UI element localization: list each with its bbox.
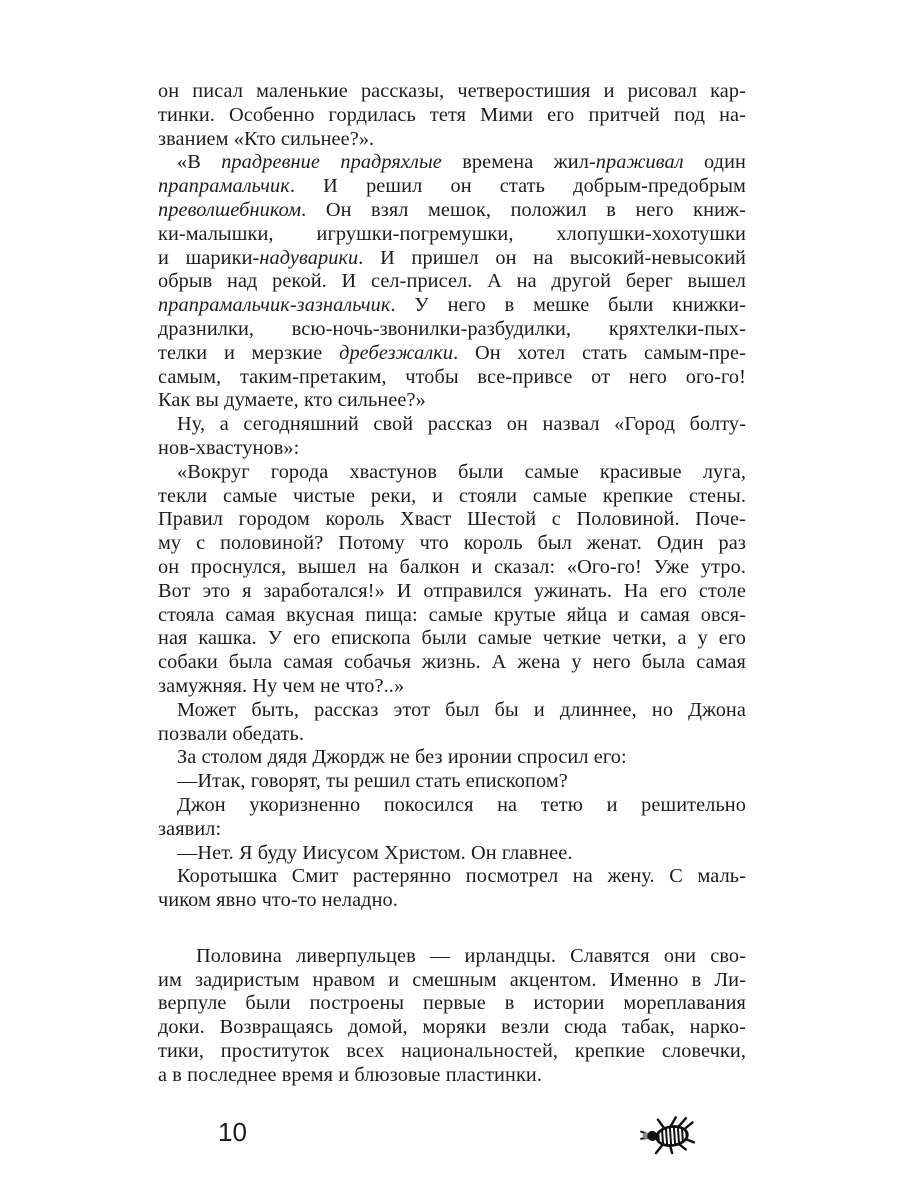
italic-text-segment: надуварики <box>259 246 359 269</box>
text-line <box>158 746 746 770</box>
paragraph <box>158 945 746 1088</box>
text-line <box>158 1040 746 1064</box>
text-segment: тинки. Особенно гордилась тетя Мими его притчей под на- <box>158 103 746 126</box>
text-segment: и шарики- <box>158 246 260 269</box>
text-line <box>158 151 746 175</box>
paragraph <box>158 794 746 842</box>
text-segment: . И решил он стать добрым-предобрым <box>289 175 746 198</box>
text-line <box>158 199 746 223</box>
text-line <box>158 794 746 818</box>
text-line <box>158 723 746 747</box>
text-line <box>158 294 746 318</box>
text-line <box>158 818 746 842</box>
text-segment: За столом дядя Джордж не без иронии спросил его: <box>177 746 627 769</box>
text-line <box>158 627 746 651</box>
text-segment: «В <box>177 151 222 174</box>
text-line <box>158 413 746 437</box>
text-segment: —Итак, говорят, ты решил стать епископом? <box>177 770 568 793</box>
text-line <box>158 842 746 866</box>
text-line <box>158 556 746 580</box>
text-segment: званием «Кто сильнее?». <box>158 127 375 150</box>
text-line <box>158 889 746 913</box>
text-segment: Ну, а сегодняшний свой рассказ он назвал «Город болту- <box>177 413 746 436</box>
text-line <box>158 104 746 128</box>
text-segment: обрыв над рекой. И сел-присел. А на другой берег вышел <box>158 270 746 293</box>
text-segment: чиком явно что-то неладно. <box>158 889 398 912</box>
text-line <box>158 80 746 104</box>
text-line <box>158 247 746 271</box>
italic-text-segment: праживал <box>595 151 684 174</box>
text-line <box>158 675 746 699</box>
text-segment: текли самые чистые реки, и стояли самые крепкие стены. <box>158 484 746 507</box>
paragraph <box>158 699 746 747</box>
paragraph <box>158 865 746 913</box>
text-segment: самым, таким-претаким, чтобы все-привсе от него ого-го! <box>158 365 746 388</box>
text-segment: . И пришел он на высокий-невысокий <box>358 246 746 269</box>
text-segment: Джон укоризненно покосился на тетю и решительно <box>177 793 746 816</box>
paragraph <box>158 746 746 770</box>
text-segment: тики, проституток всех национальностей, крепкие словечки, <box>158 1040 746 1063</box>
text-segment: один <box>683 151 746 174</box>
text-line <box>158 366 746 390</box>
text-segment: «Вокруг города хвастунов были самые красивые луга, <box>177 460 746 483</box>
text-segment: Половина ливерпульцев — ирландцы. Славятся они сво- <box>196 944 746 967</box>
text-segment: Правил городом король Хваст Шестой с Половиной. Поче- <box>158 508 746 531</box>
text-segment: . Он хотел стать самым-пре- <box>453 341 746 364</box>
text-line <box>158 485 746 509</box>
text-segment: Может быть, рассказ этот был бы и длиннее, но Джона <box>177 698 746 721</box>
text-segment: —Нет. Я буду Иисусом Христом. Он главнее. <box>177 841 573 864</box>
text-segment: дразнилки, всю-ночь-звонилки-разбудилки, кряхтелки-пых- <box>158 317 746 340</box>
text-line <box>158 128 746 152</box>
paragraph <box>158 461 746 699</box>
text-line <box>158 865 746 889</box>
text-segment: он проснулся, вышел на балкон и сказал: «Ого-го! Уже утро. <box>158 555 746 578</box>
text-segment: им задиристым нравом и смешным акцентом. Именно в Ли- <box>158 968 746 991</box>
italic-text-segment: преволшебником <box>158 198 302 221</box>
text-segment: он писал маленькие рассказы, четверостишия и рисовал кар- <box>158 80 746 102</box>
text-line <box>158 945 746 969</box>
beetle-ornament-icon <box>639 1114 699 1156</box>
text-line <box>158 461 746 485</box>
text-segment: телки и мерзкие <box>158 341 340 364</box>
page-number: 10 <box>218 1117 247 1147</box>
text-segment: времена жил- <box>441 151 596 174</box>
text-line <box>158 270 746 294</box>
italic-text-segment: дребезжалки <box>339 341 454 364</box>
text-line <box>158 508 746 532</box>
text-segment: заявил: <box>158 817 222 840</box>
text-line <box>158 604 746 628</box>
text-segment: верпуле были построены первые в истории мореплавания <box>158 992 746 1015</box>
paragraph <box>158 151 746 413</box>
text-segment: стояла самая вкусная пища: самые крутые яйца и самая овся- <box>158 603 746 626</box>
text-line <box>158 699 746 723</box>
text-segment: . У него в мешке были книжки- <box>390 294 746 317</box>
text-line <box>158 1016 746 1040</box>
text-segment: доки. Возвращаясь домой, моряки везли сюда табак, нарко- <box>158 1016 746 1039</box>
text-segment: Как вы думаете, кто сильнее?» <box>158 389 426 412</box>
paragraph <box>158 80 746 151</box>
text-line <box>158 770 746 794</box>
italic-text-segment: прапрамальчик-зазнальчик <box>158 294 391 317</box>
text-line <box>158 318 746 342</box>
italic-text-segment: прадревние прадряхлые <box>221 151 442 174</box>
text-segment: замужняя. Ну чем не что?..» <box>158 674 405 697</box>
text-segment: Коротышка Смит растерянно посмотрел на жену. С маль- <box>177 865 746 888</box>
italic-text-segment: прапрамальчик <box>158 175 290 198</box>
text-line <box>158 223 746 247</box>
text-line <box>158 389 746 413</box>
paragraph <box>158 413 746 461</box>
text-line <box>158 651 746 675</box>
text-segment: . Он взял мешок, положил в него книж- <box>301 198 746 221</box>
text-segment: а в последнее время и блюзовые пластинки. <box>158 1063 543 1086</box>
text-line <box>158 580 746 604</box>
text-line <box>158 437 746 461</box>
paragraph <box>158 770 746 794</box>
text-line <box>158 969 746 993</box>
text-line <box>158 992 746 1016</box>
text-segment: му с половиной? Потому что король был женат. Один раз <box>158 532 746 555</box>
paragraph <box>158 842 746 866</box>
text-segment: Вот это я заработался!» И отправился ужинать. На его столе <box>158 579 746 602</box>
text-segment: ная кашка. У его епископа были самые четкие четки, а у его <box>158 627 746 650</box>
text-segment: ки-малышки, игрушки-погремушки, хлопушки-хохотушки <box>158 222 746 245</box>
text-segment: нов-хвастунов»: <box>158 436 300 459</box>
text-line <box>158 342 746 366</box>
text-line <box>158 175 746 199</box>
page-text <box>158 80 746 1088</box>
text-segment: позвали обедать. <box>158 722 305 745</box>
text-segment: собаки была самая собачья жизнь. А жена у него была самая <box>158 651 746 674</box>
text-line <box>158 1064 746 1088</box>
text-line <box>158 532 746 556</box>
